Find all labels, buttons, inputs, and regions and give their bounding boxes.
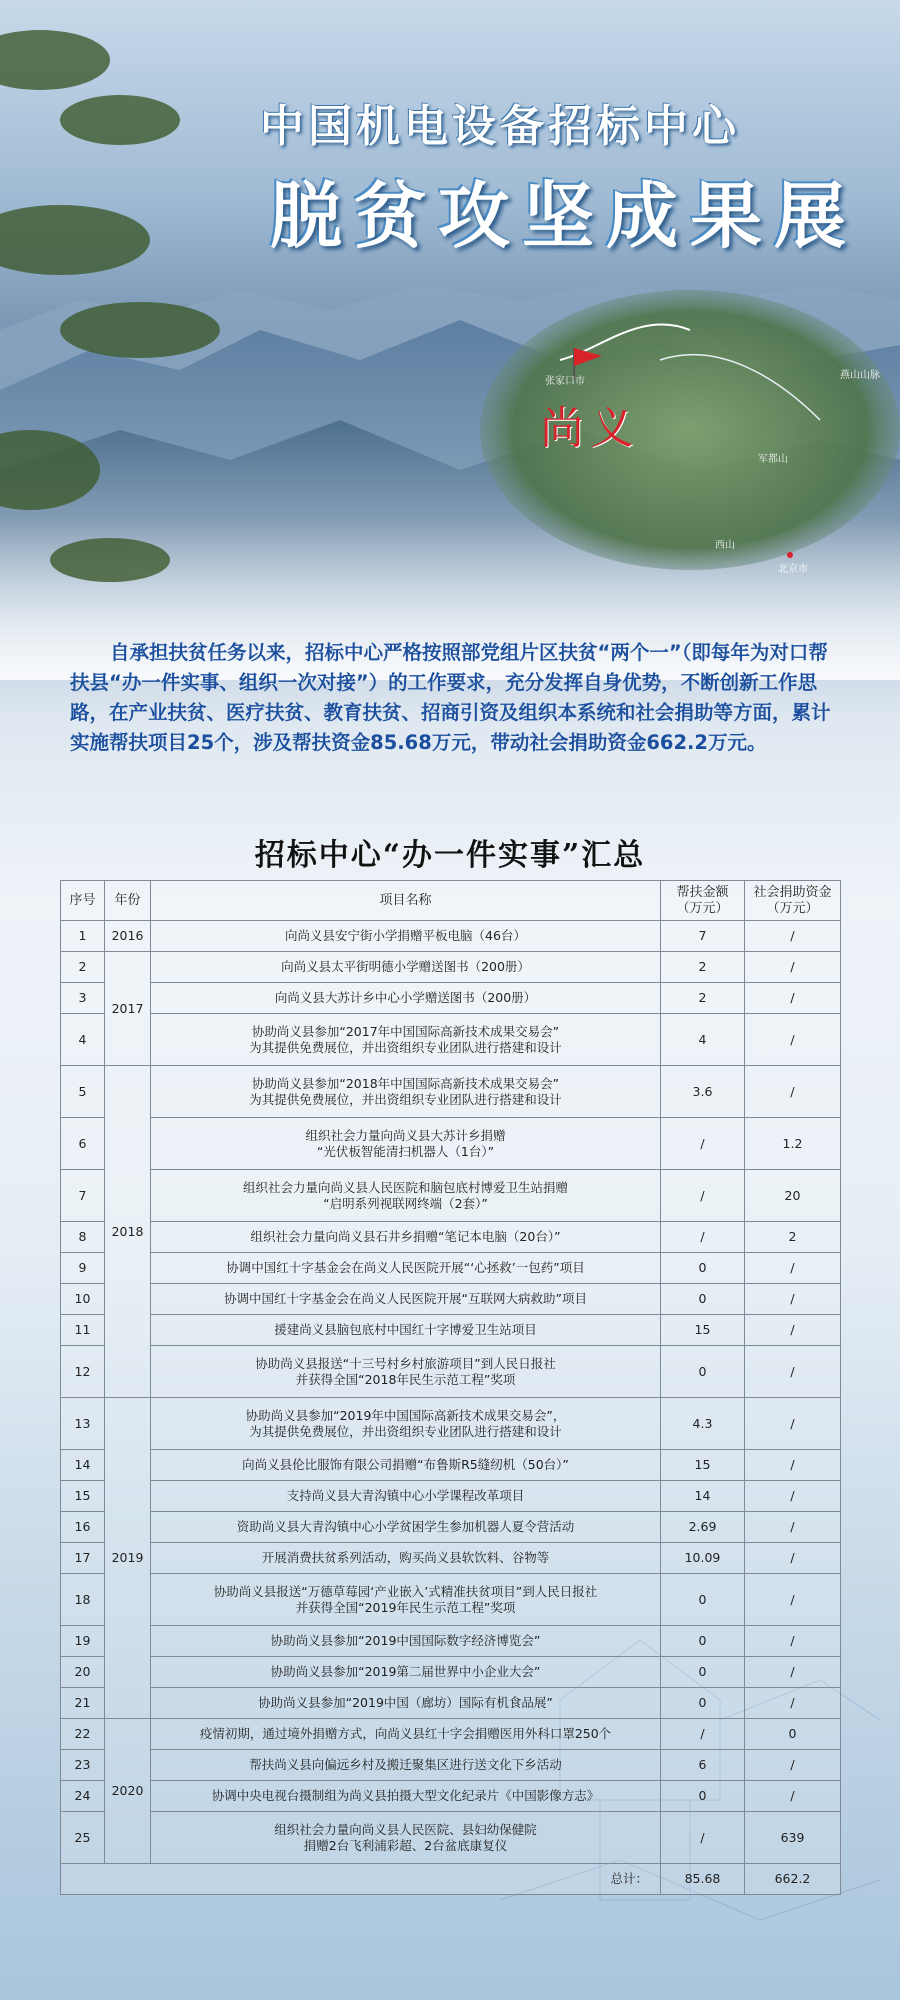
map-place-yanshan: 燕山山脉	[840, 370, 880, 381]
row-name: 协助尚义县参加“2019年中国国际高新技术成果交易会”， 为其提供免费展位，并出资组织专业团队进行搭建和设计	[151, 1398, 661, 1450]
table-row	[61, 1543, 841, 1574]
row-name: 开展消费扶贫系列活动，购买尚义县软饮料、谷物等	[151, 1543, 661, 1574]
row-name: 协调中国红十字基金会在尚义人民医院开展“‘心拯救’一包药”项目	[151, 1253, 661, 1284]
map-label-shangyi: 尚义	[540, 403, 640, 454]
row-no: 15	[61, 1481, 105, 1512]
row-name: 组织社会力量向尚义县大苏计乡捐赠 “光伏板智能清扫机器人（1台）”	[151, 1118, 661, 1170]
row-donation: /	[745, 1450, 841, 1481]
row-donation: /	[745, 1284, 841, 1315]
row-name: 组织社会力量向尚义县人民医院、县妇幼保健院 捐赠2台飞利浦彩超、2台盆底康复仪	[151, 1812, 661, 1864]
map-place-zhangjiakou: 张家口市	[545, 376, 585, 387]
row-donation: /	[745, 1253, 841, 1284]
row-donation: 20	[745, 1170, 841, 1222]
table-row	[61, 1481, 841, 1512]
row-no: 6	[61, 1118, 105, 1170]
table-row	[61, 1253, 841, 1284]
row-no: 13	[61, 1398, 105, 1450]
row-no: 11	[61, 1315, 105, 1346]
row-name: 协调中国红十字基金会在尚义人民医院开展“互联网大病救助”项目	[151, 1284, 661, 1315]
row-donation: /	[745, 1066, 841, 1118]
row-name: 援建尚义县脑包底村中国红十字博爱卫生站项目	[151, 1315, 661, 1346]
row-no: 7	[61, 1170, 105, 1222]
row-name: 向尚义县安宁街小学捐赠平板电脑（46台）	[151, 921, 661, 952]
row-no: 3	[61, 983, 105, 1014]
map-place-beijing: 北京市	[778, 564, 808, 575]
row-year: 2018	[105, 1066, 151, 1398]
row-aid: /	[661, 1812, 745, 1864]
table-row	[61, 952, 841, 983]
row-aid: 6	[661, 1750, 745, 1781]
row-aid: 4.3	[661, 1398, 745, 1450]
table-row	[61, 1719, 841, 1750]
row-aid: 2	[661, 952, 745, 983]
total-label: 总计：	[61, 1864, 661, 1895]
row-aid: 0	[661, 1688, 745, 1719]
total-row	[61, 1864, 841, 1895]
row-aid: 10.09	[661, 1543, 745, 1574]
header-name: 项目名称	[151, 881, 661, 921]
table-row	[61, 1750, 841, 1781]
row-name: 协助尚义县参加“2019中国国际数字经济博览会”	[151, 1626, 661, 1657]
table-row	[61, 1781, 841, 1812]
row-donation: /	[745, 1543, 841, 1574]
row-no: 25	[61, 1812, 105, 1864]
row-donation: /	[745, 1750, 841, 1781]
row-donation: /	[745, 1315, 841, 1346]
row-name: 向尚义县大苏计乡中心小学赠送图书（200册）	[151, 983, 661, 1014]
intro-paragraph: 自承担扶贫任务以来，招标中心严格按照部党组片区扶贫“两个一”（即每年为对口帮扶县“办一件实事、组织一次对接”）的工作要求，充分发挥自身优势，不断创新工作思路，在产业扶贫、医疗扶贫、教育扶贫、招商引资及组织本系统和社会捐助等方面，累计实施帮扶项目25个，涉及帮扶资金85.68万元，带动社会捐助资金662.2万元。	[70, 641, 831, 754]
header-year: 年份	[105, 881, 151, 921]
row-no: 12	[61, 1346, 105, 1398]
row-year: 2020	[105, 1719, 151, 1864]
row-name: 协助尚义县参加“2019中国（廊坊）国际有机食品展”	[151, 1688, 661, 1719]
row-aid: 0	[661, 1781, 745, 1812]
title-exhibition: 脱贫攻坚成果展	[270, 174, 859, 258]
table-row	[61, 1315, 841, 1346]
row-name: 协调中央电视台摄制组为尚义县拍摄大型文化纪录片《中国影像方志》	[151, 1781, 661, 1812]
row-name: 向尚义县太平街明德小学赠送图书（200册）	[151, 952, 661, 983]
row-no: 4	[61, 1014, 105, 1066]
row-donation: /	[745, 983, 841, 1014]
row-name: 协助尚义县报送“十三号村乡村旅游项目”到人民日报社 并获得全国“2018年民生示范工程”奖项	[151, 1346, 661, 1398]
row-aid: 0	[661, 1574, 745, 1626]
row-aid: 14	[661, 1481, 745, 1512]
table-row	[61, 1066, 841, 1118]
row-year: 2016	[105, 921, 151, 952]
row-no: 16	[61, 1512, 105, 1543]
total-donation: 662.2	[745, 1864, 841, 1895]
map-place-junduishan: 军都山	[758, 454, 788, 465]
row-name: 支持尚义县大青沟镇中心小学课程改革项目	[151, 1481, 661, 1512]
table-row	[61, 1398, 841, 1450]
row-name: 帮扶尚义县向偏远乡村及搬迁聚集区进行送文化下乡活动	[151, 1750, 661, 1781]
row-name: 协助尚义县报送“万德草莓园‘产业嵌入’式精准扶贫项目”到人民日报社 并获得全国“2019年民生示范工程”奖项	[151, 1574, 661, 1626]
row-name: 疫情初期，通过境外捐赠方式，向尚义县红十字会捐赠医用外科口罩250个	[151, 1719, 661, 1750]
row-name: 协助尚义县参加“2019第二届世界中小企业大会”	[151, 1657, 661, 1688]
row-donation: 1.2	[745, 1118, 841, 1170]
table-row	[61, 1657, 841, 1688]
row-no: 21	[61, 1688, 105, 1719]
row-name: 组织社会力量向尚义县石井乡捐赠“笔记本电脑（20台）”	[151, 1222, 661, 1253]
row-aid: 2.69	[661, 1512, 745, 1543]
row-name: 协助尚义县参加“2018年中国国际高新技术成果交易会” 为其提供免费展位，并出资组织专业团队进行搭建和设计	[151, 1066, 661, 1118]
row-aid: /	[661, 1222, 745, 1253]
row-no: 19	[61, 1626, 105, 1657]
row-no: 1	[61, 921, 105, 952]
table-row	[61, 1450, 841, 1481]
table-row	[61, 1222, 841, 1253]
row-donation: /	[745, 1688, 841, 1719]
row-donation: /	[745, 952, 841, 983]
row-aid: 15	[661, 1315, 745, 1346]
row-no: 2	[61, 952, 105, 983]
table-body	[61, 921, 841, 1895]
row-donation: /	[745, 1781, 841, 1812]
table-row	[61, 1170, 841, 1222]
table-row	[61, 1346, 841, 1398]
row-aid: 7	[661, 921, 745, 952]
row-name: 组织社会力量向尚义县人民医院和脑包底村博爱卫生站捐赠 “启明系列视联网终端（2套）”	[151, 1170, 661, 1222]
summary-table	[60, 880, 841, 1895]
header-aid: 帮扶金额 （万元）	[661, 881, 745, 921]
title-org: 中国机电设备招标中心	[260, 101, 740, 152]
row-donation: /	[745, 1626, 841, 1657]
row-donation: /	[745, 1398, 841, 1450]
row-no: 8	[61, 1222, 105, 1253]
row-donation: /	[745, 1481, 841, 1512]
row-no: 14	[61, 1450, 105, 1481]
table-row	[61, 1118, 841, 1170]
row-aid: 0	[661, 1657, 745, 1688]
table-row	[61, 1626, 841, 1657]
row-aid: /	[661, 1170, 745, 1222]
row-donation: /	[745, 1346, 841, 1398]
table-row	[61, 1512, 841, 1543]
row-aid: 2	[661, 983, 745, 1014]
table-row	[61, 1284, 841, 1315]
row-year: 2019	[105, 1398, 151, 1719]
map-place-xishan: 西山	[715, 540, 735, 551]
header-no: 序号	[61, 881, 105, 921]
row-aid: 15	[661, 1450, 745, 1481]
row-aid: 0	[661, 1626, 745, 1657]
row-donation: /	[745, 1014, 841, 1066]
row-donation: /	[745, 1512, 841, 1543]
row-aid: /	[661, 1118, 745, 1170]
total-aid: 85.68	[661, 1864, 745, 1895]
row-name: 协助尚义县参加“2017年中国国际高新技术成果交易会” 为其提供免费展位，并出资组织专业团队进行搭建和设计	[151, 1014, 661, 1066]
row-aid: 0	[661, 1284, 745, 1315]
row-no: 22	[61, 1719, 105, 1750]
row-donation: /	[745, 1574, 841, 1626]
row-no: 9	[61, 1253, 105, 1284]
row-aid: 4	[661, 1014, 745, 1066]
table-row	[61, 1688, 841, 1719]
table-row	[61, 921, 841, 952]
row-no: 20	[61, 1657, 105, 1688]
table-row	[61, 1812, 841, 1864]
row-no: 17	[61, 1543, 105, 1574]
table-row	[61, 1574, 841, 1626]
header-donation: 社会捐助资金 （万元）	[745, 881, 841, 921]
row-aid: 0	[661, 1346, 745, 1398]
row-donation: 639	[745, 1812, 841, 1864]
row-aid: /	[661, 1719, 745, 1750]
row-name: 向尚义县伦比服饰有限公司捐赠“布鲁斯R5缝纫机（50台）”	[151, 1450, 661, 1481]
row-aid: 3.6	[661, 1066, 745, 1118]
row-no: 24	[61, 1781, 105, 1812]
table-title: 招标中心“办一件实事”汇总	[254, 838, 646, 873]
row-donation: 0	[745, 1719, 841, 1750]
row-no: 10	[61, 1284, 105, 1315]
row-donation: 2	[745, 1222, 841, 1253]
row-donation: /	[745, 921, 841, 952]
row-year: 2017	[105, 952, 151, 1066]
row-no: 18	[61, 1574, 105, 1626]
row-aid: 0	[661, 1253, 745, 1284]
row-no: 5	[61, 1066, 105, 1118]
row-donation: /	[745, 1657, 841, 1688]
row-name: 资助尚义县大青沟镇中心小学贫困学生参加机器人夏令营活动	[151, 1512, 661, 1543]
row-no: 23	[61, 1750, 105, 1781]
table-row	[61, 983, 841, 1014]
table-row	[61, 1014, 841, 1066]
